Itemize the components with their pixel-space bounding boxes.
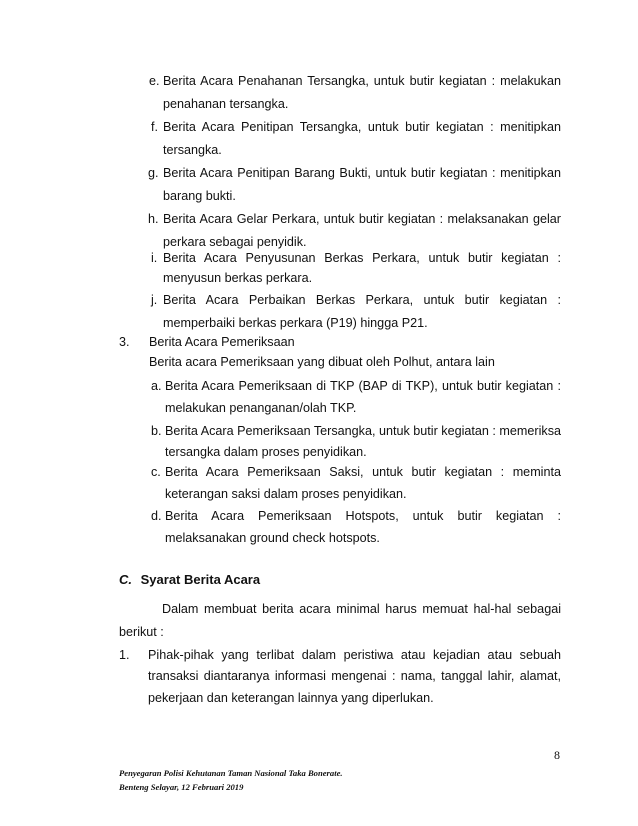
list-item-line: penahanan tersangka. bbox=[163, 97, 289, 111]
section-title: Syarat Berita Acara bbox=[140, 572, 261, 587]
list-item-line: barang bukti. bbox=[163, 189, 236, 203]
list-item-line: tersangka dalam proses penyidikan. bbox=[165, 445, 367, 459]
list-item-line: Berita Acara Penahanan Tersangka, untuk butir kegiatan : melakukan bbox=[163, 74, 561, 88]
list-marker: j. bbox=[151, 293, 158, 307]
list-marker: g. bbox=[148, 166, 159, 180]
list-item-line: Berita Acara Penitipan Barang Bukti, untuk butir kegiatan : menitipkan bbox=[163, 166, 561, 180]
list-item-line: Berita Acara Penyusunan Berkas Perkara, untuk butir kegiatan : bbox=[163, 251, 561, 265]
list-item-line: transaksi diantaranya informasi mengenai : nama, tanggal lahir, alamat, bbox=[148, 669, 561, 683]
list-item-line: Berita Acara Gelar Perkara, untuk butir kegiatan : melaksanakan gelar bbox=[163, 212, 561, 226]
list-item-line: Berita Acara Perbaikan Berkas Perkara, untuk butir kegiatan : bbox=[163, 293, 561, 307]
list-item-line: perkara sebagai penyidik. bbox=[163, 235, 307, 249]
section-number: 3. bbox=[119, 335, 130, 349]
list-marker: c. bbox=[151, 465, 161, 479]
section-intro: Berita acara Pemeriksaan yang dibuat oleh Polhut, antara lain bbox=[149, 355, 495, 369]
list-marker: 1. bbox=[119, 648, 130, 662]
list-marker: f. bbox=[151, 120, 158, 134]
list-marker: b. bbox=[151, 424, 162, 438]
list-marker: a. bbox=[151, 379, 162, 393]
list-item-line: menyusun berkas perkara. bbox=[163, 271, 313, 285]
section-title: Berita Acara Pemeriksaan bbox=[149, 335, 295, 349]
section-heading bbox=[119, 572, 260, 588]
list-item-line: pekerjaan dan keterangan lainnya yang diperlukan. bbox=[148, 691, 434, 705]
section-letter: C. bbox=[119, 572, 132, 587]
list-item-line: Pihak-pihak yang terlibat dalam peristiwa atau kejadian atau sebuah bbox=[148, 648, 561, 662]
list-item-line: melaksanakan ground check hotspots. bbox=[165, 531, 380, 545]
list-item-line: memperbaiki berkas perkara (P19) hingga P21. bbox=[163, 316, 428, 330]
list-item-line: melakukan penanganan/olah TKP. bbox=[165, 401, 357, 415]
list-item-line: Berita Acara Pemeriksaan Hotspots, untuk butir kegiatan : bbox=[165, 509, 561, 523]
list-marker: h. bbox=[148, 212, 159, 226]
paragraph-line: Dalam membuat berita acara minimal harus memuat hal-hal sebagai bbox=[162, 602, 561, 616]
list-item-line: Berita Acara Pemeriksaan Saksi, untuk butir kegiatan : meminta bbox=[165, 465, 561, 479]
paragraph-line: berikut : bbox=[119, 625, 164, 639]
footer-line: Penyegaran Polisi Kehutanan Taman Nasional Taka Bonerate. bbox=[119, 768, 343, 778]
list-marker: i. bbox=[151, 251, 158, 265]
list-marker: e. bbox=[149, 74, 160, 88]
list-item-line: keterangan saksi dalam proses penyidikan. bbox=[165, 487, 407, 501]
footer-line: Benteng Selayar, 12 Februari 2019 bbox=[119, 782, 244, 792]
list-item-line: Berita Acara Pemeriksaan di TKP (BAP di TKP), untuk butir kegiatan : bbox=[165, 379, 561, 393]
page-number: 8 bbox=[554, 748, 560, 762]
list-item-line: tersangka. bbox=[163, 143, 222, 157]
list-item-line: Berita Acara Penitipan Tersangka, untuk butir kegiatan : menitipkan bbox=[163, 120, 561, 134]
list-item-line: Berita Acara Pemeriksaan Tersangka, untuk butir kegiatan : memeriksa bbox=[165, 424, 561, 438]
list-marker: d. bbox=[151, 509, 162, 523]
